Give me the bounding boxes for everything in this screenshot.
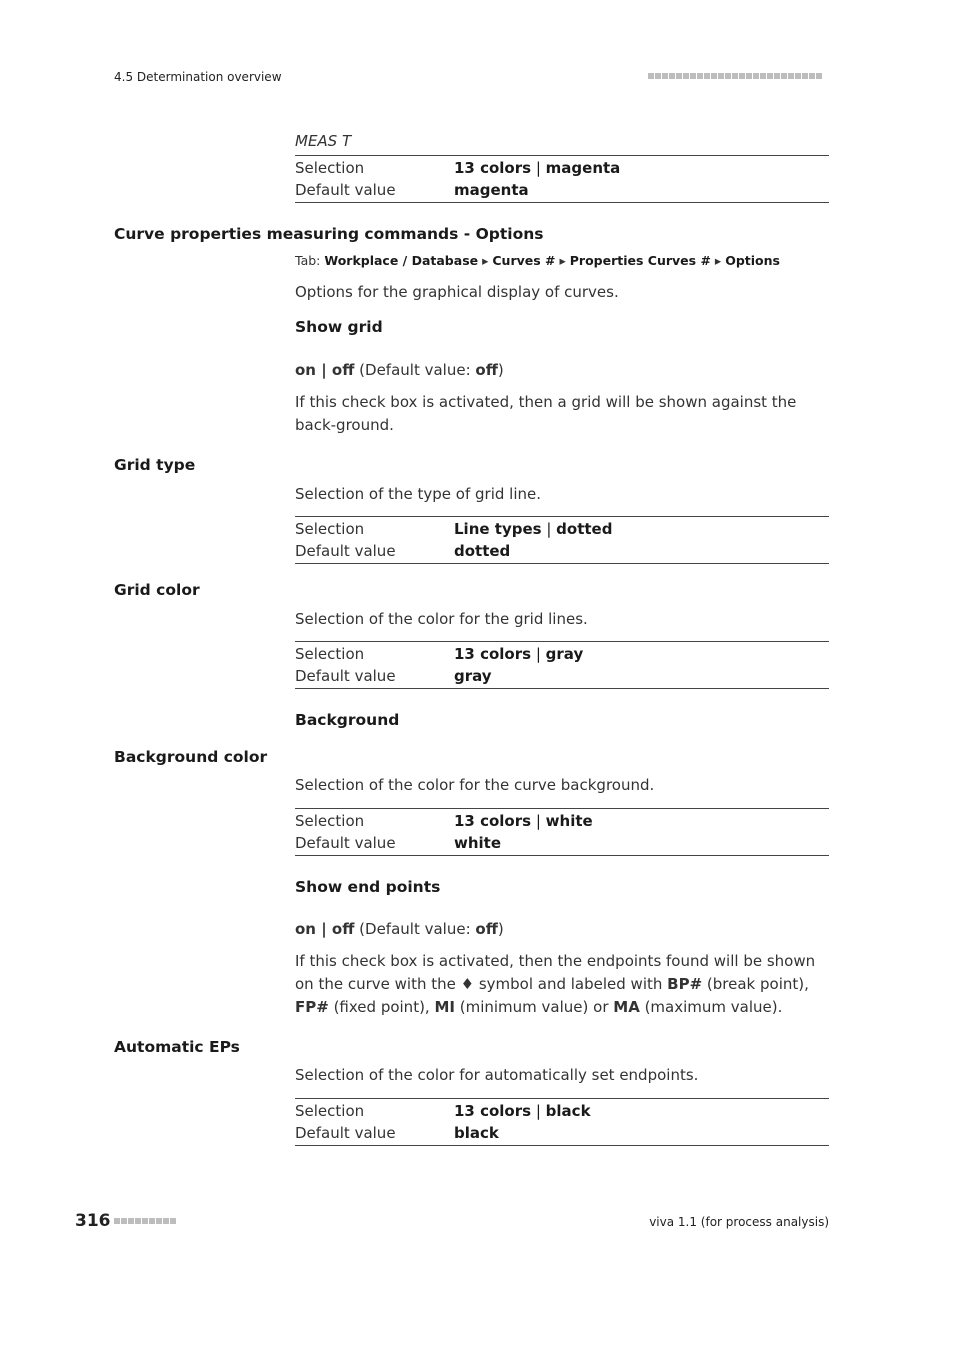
- grid-color-description: Selection of the color for the grid lines.: [295, 610, 588, 628]
- page-number: 316: [75, 1211, 111, 1231]
- background-title: Background: [295, 711, 400, 729]
- default-label: Default value: [295, 540, 454, 564]
- default-value: white: [454, 832, 829, 856]
- default-value: gray: [454, 665, 829, 689]
- desc-text: (fixed point),: [328, 998, 435, 1016]
- default-value: magenta: [454, 179, 829, 203]
- default-label: Default value: [295, 665, 454, 689]
- default-label: Default value: [295, 832, 454, 856]
- default-value: off: [475, 920, 498, 938]
- default-prefix: (Default value:: [359, 361, 476, 379]
- mi-label: MI: [434, 998, 455, 1016]
- meas-t-table: Selection 13 colors | magenta Default value magenta: [295, 155, 829, 203]
- grid-type-table: Selection Line types | dotted Default value dotted: [295, 516, 829, 564]
- selection-label: Selection: [295, 156, 454, 180]
- product-name: viva 1.1 (for process analysis): [649, 1215, 829, 1229]
- grid-type-title: Grid type: [114, 456, 196, 474]
- default-prefix: (Default value:: [359, 920, 476, 938]
- section-intro: Options for the graphical display of curves.: [295, 283, 619, 301]
- selection-b: gray: [545, 645, 584, 663]
- triangle-right-icon: ▸: [559, 253, 566, 268]
- desc-text: (maximum value).: [639, 998, 783, 1016]
- header-decoration: [648, 73, 822, 79]
- selection-label: Selection: [295, 1099, 454, 1123]
- background-color-title: Background color: [114, 748, 268, 766]
- tab-prefix: Tab:: [295, 253, 321, 268]
- off-option: off: [331, 920, 355, 938]
- desc-text: If this check box is activated, then the endpoints found will be shown on the curve with the ♦ symbol and labeled with: [295, 952, 816, 993]
- grid-color-table: Selection 13 colors | gray Default value gray: [295, 641, 829, 689]
- selection-a: 13 colors: [454, 1102, 532, 1120]
- selection-b: black: [545, 1102, 591, 1120]
- selection-b: white: [545, 812, 593, 830]
- selection-label: Selection: [295, 517, 454, 541]
- selection-a: Line types: [454, 520, 542, 538]
- default-value: dotted: [454, 540, 829, 564]
- bp-label: BP#: [667, 975, 703, 993]
- selection-b: magenta: [545, 159, 621, 177]
- automatic-eps-table: Selection 13 colors | black Default value black: [295, 1098, 829, 1146]
- show-grid-description: If this check box is activated, then a grid will be shown against the back-ground.: [295, 393, 797, 434]
- show-end-points-title: Show end points: [295, 878, 441, 896]
- grid-color-title: Grid color: [114, 581, 200, 599]
- meas-t-label: MEAS T: [295, 132, 352, 150]
- fp-label: FP#: [295, 998, 329, 1016]
- show-grid-title: Show grid: [295, 318, 383, 336]
- default-value: black: [454, 1122, 829, 1146]
- background-color-table: Selection 13 colors | white Default value white: [295, 808, 829, 856]
- selection-a: 13 colors: [454, 645, 532, 663]
- breadcrumb-item: Properties Curves #: [569, 253, 711, 268]
- tab-breadcrumb: [295, 253, 780, 268]
- desc-text: (break point),: [702, 975, 809, 993]
- selection-b: dotted: [556, 520, 613, 538]
- show-grid-options: on | off (Default value: off): [295, 361, 504, 379]
- selection-label: Selection: [295, 642, 454, 666]
- ma-label: MA: [613, 998, 640, 1016]
- default-label: Default value: [295, 1122, 454, 1146]
- triangle-right-icon: ▸: [482, 253, 489, 268]
- grid-type-description: Selection of the type of grid line.: [295, 485, 541, 503]
- section-title: Curve properties measuring commands - Options: [114, 225, 544, 243]
- breadcrumb-item: Options: [725, 253, 780, 268]
- show-end-points-description: [295, 950, 829, 1019]
- breadcrumb-item: Workplace / Database: [324, 253, 479, 268]
- automatic-eps-description: Selection of the color for automatically set endpoints.: [295, 1066, 699, 1084]
- automatic-eps-title: Automatic EPs: [114, 1038, 240, 1056]
- selection-a: 13 colors: [454, 812, 532, 830]
- show-end-points-options: on | off (Default value: off): [295, 920, 504, 938]
- triangle-right-icon: ▸: [714, 253, 722, 268]
- off-option: off: [331, 361, 355, 379]
- on-option: on: [295, 920, 316, 938]
- desc-text: (minimum value) or: [454, 998, 614, 1016]
- breadcrumb-item: Curves #: [492, 253, 556, 268]
- default-label: Default value: [295, 179, 454, 203]
- selection-a: 13 colors: [454, 159, 532, 177]
- on-option: on: [295, 361, 316, 379]
- running-header: 4.5 Determination overview: [114, 70, 282, 84]
- selection-label: Selection: [295, 809, 454, 833]
- default-value: off: [475, 361, 498, 379]
- footer-decoration: [114, 1218, 176, 1224]
- background-color-description: Selection of the color for the curve background.: [295, 776, 655, 794]
